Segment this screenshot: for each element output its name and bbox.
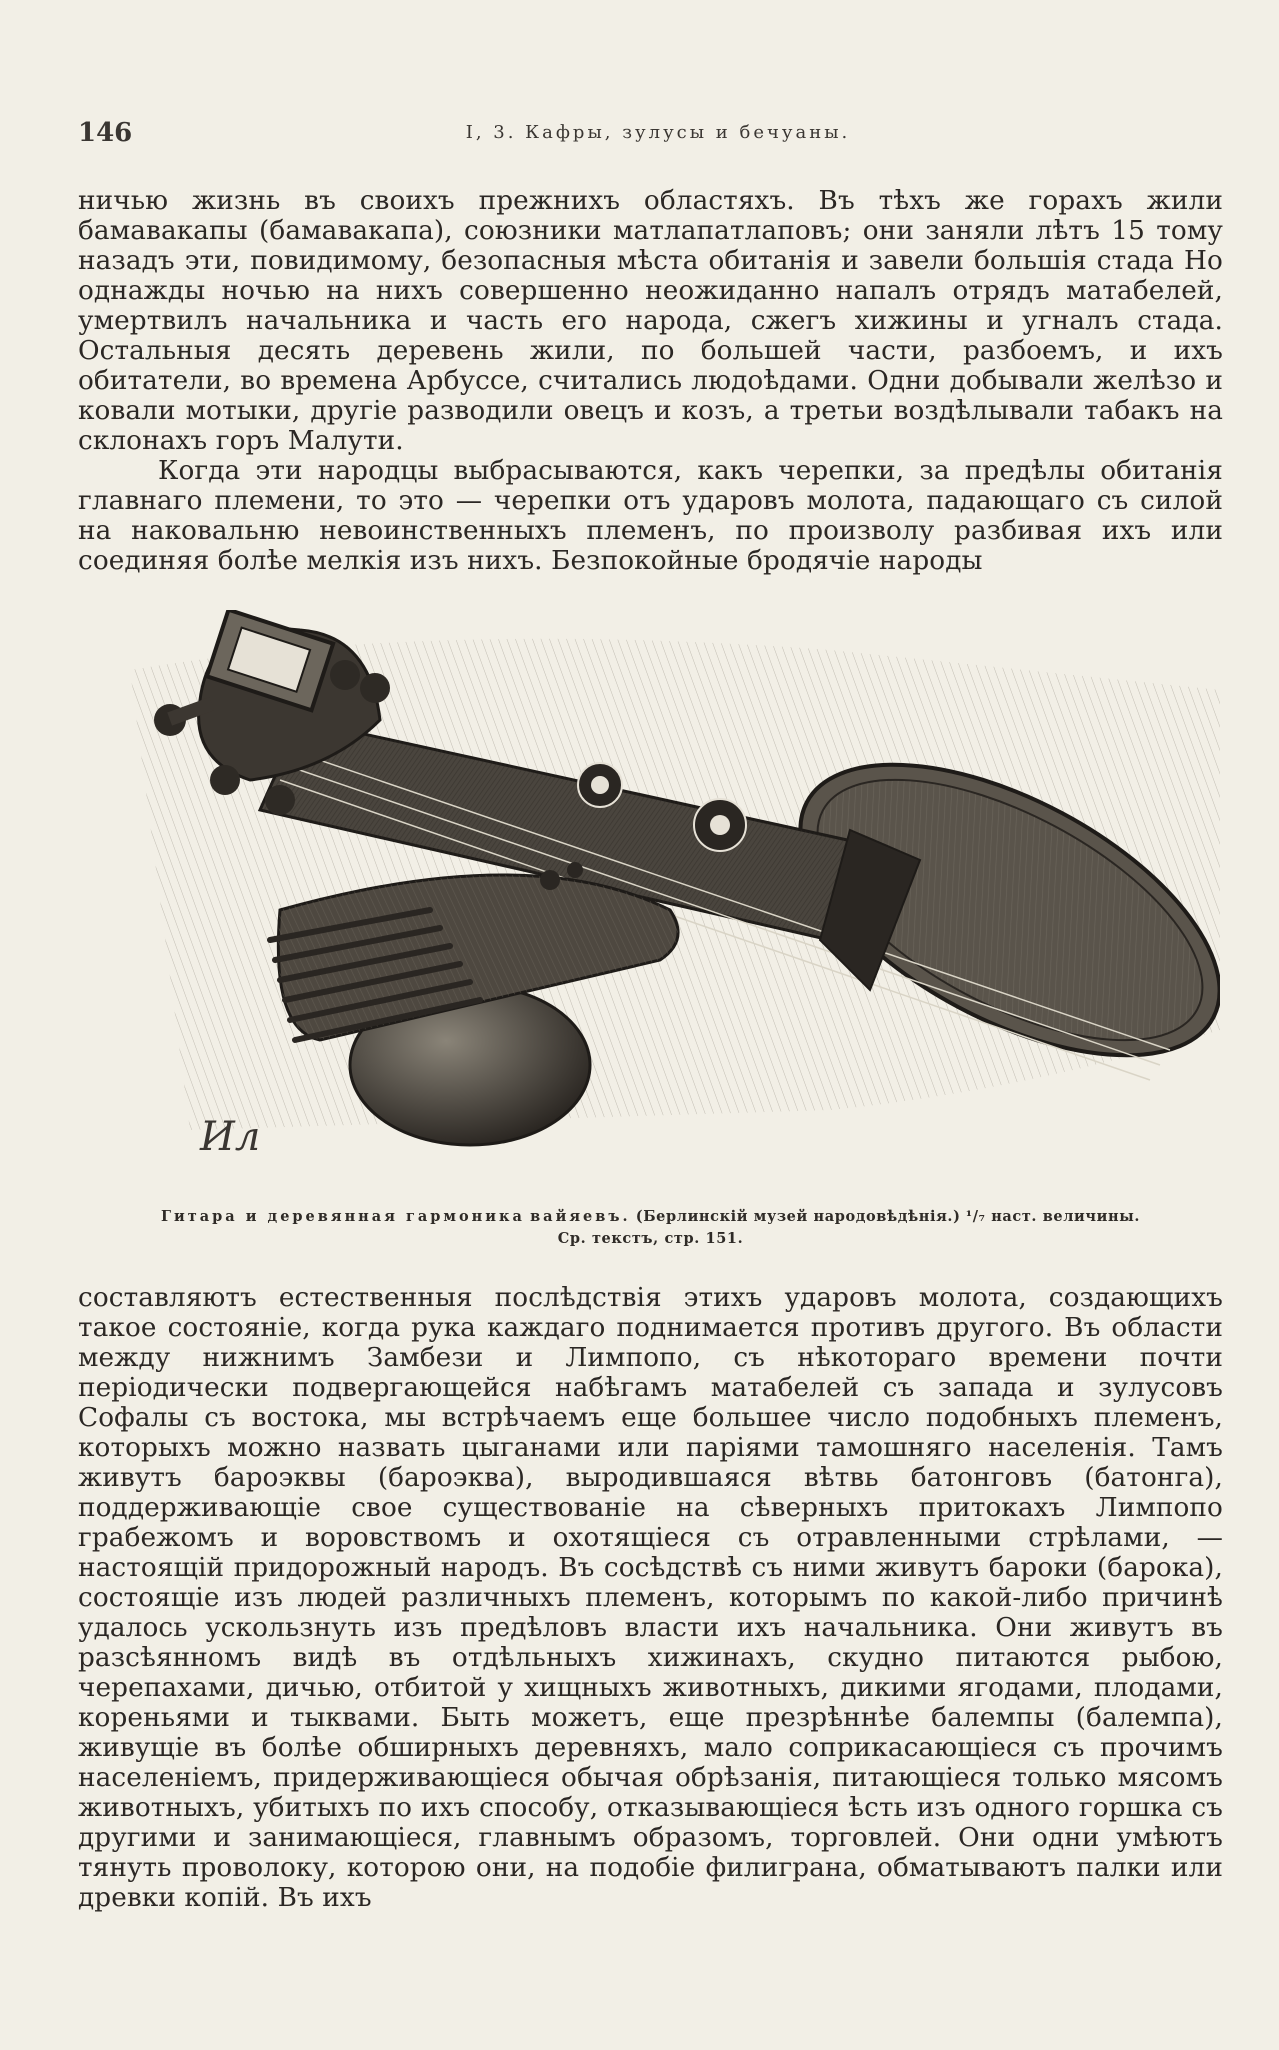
- page-header: [78, 118, 1238, 158]
- engraver-signature: Ил: [200, 1114, 261, 1160]
- figure-caption: [78, 1206, 1223, 1250]
- paragraph: Когда эти народцы выбрасываются, какъ черепки, за предѣлы обитанія главнаго племени, то это — черепки отъ ударовъ молота, падающаго съ силой на наковальню невоинственныхъ племенъ, по произволу разбивая ихъ или соединяя болѣе мелкія изъ нихъ. Безпокойные бродячіе народы: [78, 456, 1223, 576]
- running-title: I, 3. Кафры, зулусы и бечуаны.: [465, 122, 851, 143]
- text-block-top: [78, 186, 1223, 576]
- page-number: 146: [78, 118, 133, 148]
- caption-source: (Берлинскій музей народовѣдѣнія.): [635, 1208, 961, 1225]
- paragraph: ничью жизнь въ своихъ прежнихъ областяхъ. Въ тѣхъ же горахъ жили бамавакапы (бамавакапа), союзники матлапатлаповъ; они заняли лѣтъ 15 тому назадъ эти, повидимому, безопасныя мѣста обитанія и завели большія стада Но однажды ночью на нихъ совершенно неожиданно напалъ отрядъ матабелей, умертвилъ начальника и часть его народа, сжегъ хижины и угналъ стада. Остальныя десять деревень жили, по большей части, разбоемъ, и ихъ обитатели, во времена Арбуссе, считались людоѣдами. Одни добывали желѣзо и ковали мотыки, другіе разводили овецъ и козъ, а третьи воздѣлывали табакъ на склонахъ горъ Малути.: [78, 186, 1223, 456]
- text-block-bottom: [78, 1283, 1223, 1913]
- caption-tribe: вайяевъ.: [530, 1208, 631, 1225]
- caption-reference: Ср. текстъ, стр. 151.: [557, 1230, 744, 1247]
- guitar-and-harmonica-illustration: [130, 610, 1220, 1195]
- caption-scale: ¹/₇ наст. величины.: [965, 1208, 1140, 1225]
- paragraph: составляютъ естественныя послѣдствія этихъ ударовъ молота, создающихъ такое состояніе, когда рука каждаго поднимается противъ другого. Въ области между нижнимъ Замбези и Лимпопо, съ нѣкотораго времени почти періодически подвергающейся набѣгамъ матабелей съ запада и зулусовъ Софалы съ востока, мы встрѣчаемъ еще большее число подобныхъ племенъ, которыхъ можно назвать цыганами или паріями тамошняго населенія. Тамъ живутъ бароэквы (бароэква), выродившаяся вѣтвь батонговъ (батонга), поддерживающіе свое существованіе на сѣверныхъ притокахъ Лимпопо грабежомъ и воровствомъ и охотящіеся съ отравленными стрѣлами, — настоящій придорожный народъ. Въ сосѣдствѣ съ ними живутъ бароки (барока), состоящіе изъ людей различныхъ племенъ, которымъ по какой-либо причинѣ удалось ускользнуть изъ предѣловъ власти ихъ начальника. Они живутъ въ разсѣянномъ видѣ въ отдѣльныхъ хижинахъ, скудно питаются рыбою, черепахами, дичью, отбитой у хищныхъ животныхъ, дикими ягодами, плодами, кореньями и тыквами. Быть можетъ, еще презрѣннѣе балемпы (балемпа), живущіе въ болѣе обширныхъ деревняхъ, мало соприкасающіеся съ прочимъ населеніемъ, придерживающіеся обычая обрѣзанія, питающіеся только мясомъ животныхъ, убитыхъ по ихъ способу, отказывающіеся ѣсть изъ одного горшка съ другими и занимающіеся, главнымъ образомъ, торговлей. Они одни умѣютъ тянуть проволоку, которою они, на подобіе филиграна, обматываютъ палки или древки копій. Въ ихъ: [78, 1283, 1223, 1913]
- caption-title: Гитара и деревянная гармоника: [161, 1208, 525, 1225]
